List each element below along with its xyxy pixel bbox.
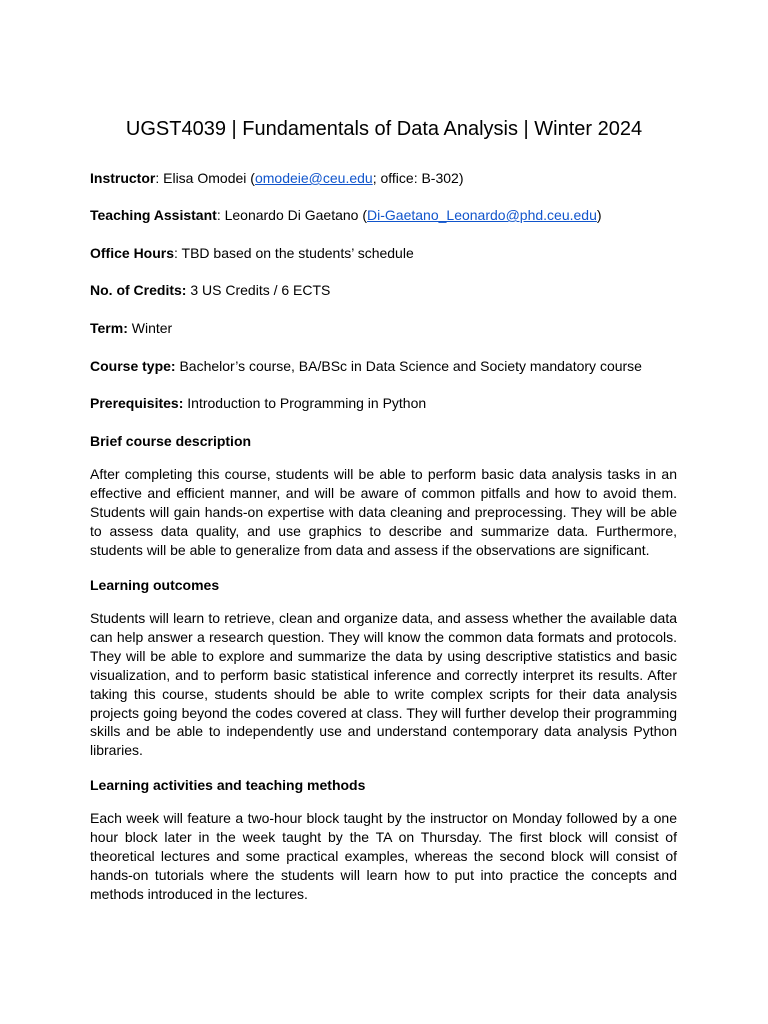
ta-label: Teaching Assistant: [90, 207, 217, 223]
term-label: Term:: [90, 320, 128, 336]
outcomes-paragraph: Students will learn to retrieve, clean and organize data, and assess whether the available data can help answer a research question. They will know the common data formats and protocols. They will be able to explore and summarize the data by using descriptive statistics and basic visualization, and to perform basic statistical inference and correctly interpret its results. After taking this course, students should be able to write complex scripts for their data analysis projects going beyond the codes covered at class. They will further develop their programming skills and be able to independently use and understand contemporary data analysis Python libraries.: [90, 610, 677, 759]
term-value: Winter: [131, 320, 173, 336]
term-line: [90, 319, 680, 337]
credits-line: [90, 281, 680, 299]
course-type-label: Course type:: [90, 358, 176, 374]
instructor-email-link[interactable]: omodeie@ceu.edu: [254, 170, 373, 186]
office-hours-value: TBD based on the students’ schedule: [181, 245, 414, 261]
instructor-label: Instructor: [90, 170, 156, 186]
description-paragraph: After completing this course, students will be able to perform basic data analysis tasks in an effective and efficient manner, and will be aware of common pitfalls and how to avoid them. Students will gain hands-on expertise with data cleaning and preprocessing. They will be able to assess data quality, and use graphics to describe and summarize data. Furthermore, students will be able to generalize from data and assess if the observations are significant.: [90, 466, 677, 558]
prerequisites-label: Prerequisites:: [90, 395, 184, 411]
credits-label: No. of Credits:: [90, 282, 187, 298]
outcomes-heading: Learning outcomes: [90, 577, 220, 593]
activities-paragraph: Each week will feature a two-hour block taught by the instructor on Monday followed by a one hour block later in the week taught by the TA on Thursday. The first block will consist of theoretical lectures and some practical examples, whereas the second block will consist of hands-on tutorials where the students will learn how to put into practice the concepts and methods introduced in the lectures.: [90, 810, 677, 902]
instructor-name: Elisa Omodei: [163, 170, 247, 186]
ta-name: Leonardo Di Gaetano: [224, 207, 359, 223]
instructor-line: Instructor: Elisa Omodei (omodeie@ceu.edu; office: B-302): [90, 170, 464, 186]
ta-email-link[interactable]: Di-Gaetano_Leonardo@phd.ceu.edu: [367, 207, 597, 223]
credits-value: 3 US Credits / 6 ECTS: [190, 282, 331, 298]
activities-heading: Learning activities and teaching methods: [90, 777, 366, 793]
office-hours-line: Office Hours: TBD based on the students’ schedule: [90, 245, 414, 261]
description-heading: Brief course description: [90, 433, 252, 449]
prerequisites-value: Introduction to Programming in Python: [187, 395, 427, 411]
teaching-assistant-line: Teaching Assistant: Leonardo Di Gaetano (Di-Gaetano_Leonardo@phd.ceu.edu): [90, 207, 602, 223]
instructor-office: office: B-302: [380, 170, 459, 186]
office-hours-label: Office Hours: [90, 245, 175, 261]
document-title: UGST4039 | Fundamentals of Data Analysis | Winter 2024: [125, 118, 643, 140]
course-type-line: [90, 357, 680, 375]
course-type-value: Bachelor’s course, BA/BSc in Data Science and Society mandatory course: [179, 358, 642, 374]
prerequisites-line: [90, 394, 680, 412]
